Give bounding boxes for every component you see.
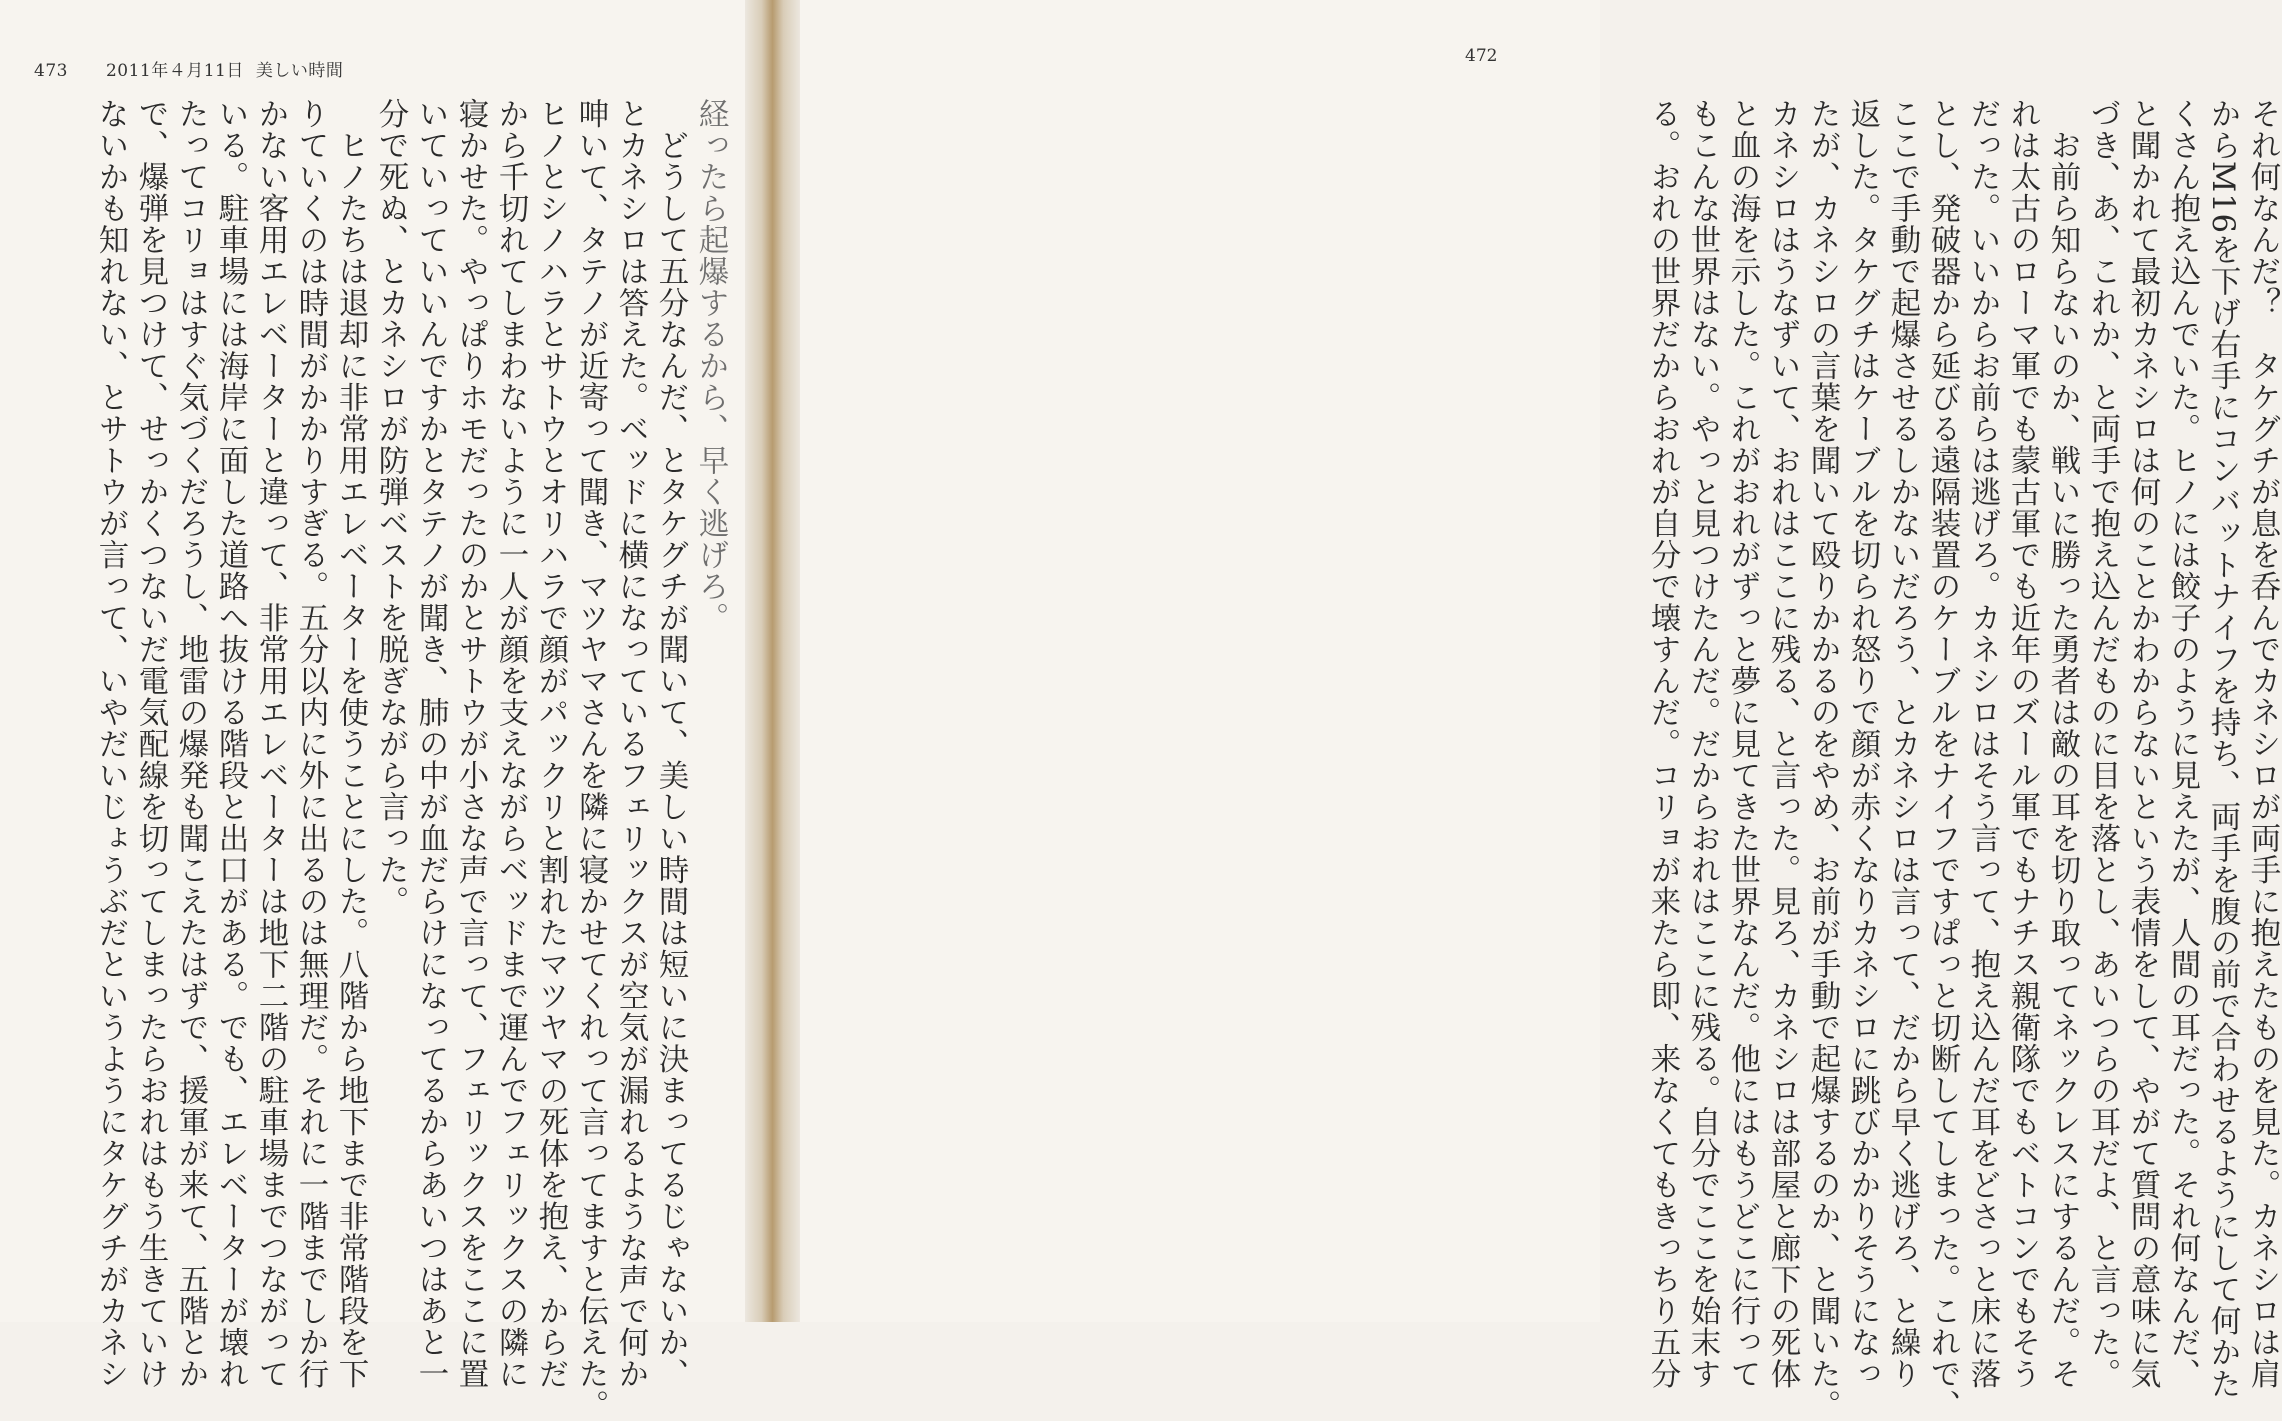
left-page-body [30,98,730,1421]
text-line: ここで手動で起爆させるしかないだろう、とカネシロは言って、だから早く逃げろ、と繰り [1885,98,1920,1390]
text-line: から千切れてしまわないように一人が顔を支えながらベッドまで運んでフェリックスの隣に [493,98,528,1390]
text-line: 経ったら起爆するから、早く逃げろ。 [693,98,728,634]
text-line: いていっていいんですかとタテノが聞き、肺の中が血だらけになってるからあいつはあと一 [413,98,448,1390]
text-line: ヒノたちは退却に非常用エレベーターを使うことにした。八階から地下まで非常階段を下 [333,98,368,1390]
text-line: ヒノとシノハラとサトウとオリハラで顔がパックリと割れたマツヤマの死体を抱え、からだ [533,98,568,1390]
left-page-number: 473 [34,61,68,81]
text-line: と血の海を示した。これがおれがずっと夢に見てきた世界なんだ。他にはもうどこに行って [1725,98,1760,1390]
running-head [34,56,343,81]
text-line: とし、発破器から延びる遠隔装置のケーブルをナイフですぱっと切断してしまった。これで、 [1925,98,1960,1421]
chapter-date: 2011年４月11日 [105,61,244,81]
chapter-title: 美しい時間 [255,61,344,81]
book-gutter [745,0,800,1322]
text-line: たってコリョはすぐ気づくだろうし、地雷の爆発も聞こえたはずで、援軍が来て、五階とか [173,98,208,1390]
text-line: もこんな世界はない。やっと見つけたんだ。だからおれはここに残る。自分でここを始末す [1685,98,1720,1390]
right-page-body [1620,98,2282,1421]
text-line: れは太古のローマ軍でも蒙古軍でも近年のズール軍でもナチス親衛隊でもベトコンでもそう [2005,98,2040,1390]
right-page-number: 472 [1465,46,1498,66]
text-line: たが、カネシロの言葉を聞いて殴りかかるのをやめ、お前が手動で起爆するのか、と聞いた。 [1805,98,1840,1421]
text-line: どうして五分なんだ、とタケグチが聞いて、美しい時間は短いに決まってるじゃないか、 [653,98,688,1390]
text-line: からM16を下げ右手にコンバットナイフを持ち、両手を腹の前で合わせるようにして何かた [2205,98,2240,1400]
text-line: それ何なんだ？ タケグチが息を呑んでカネシロが両手に抱えたものを見た。カネシロは肩 [2245,98,2280,1390]
text-line: る。おれの世界だからおれが自分で壊すんだ。コリョが来たら即、来なくてもきっちり五分 [1645,98,1680,1390]
left-page [0,0,745,1421]
text-line: とカネシロは答えた。ベッドに横になっているフェリックスが空気が漏れるような声で何か [613,98,648,1390]
text-line: と聞かれて最初カネシロは何のことかわからないという表情をして、やがて質問の意味に気 [2125,98,2160,1390]
text-line: お前ら知らないのか、戦いに勝った勇者は敵の耳を切り取ってネックレスにするんだ。そ [2045,98,2080,1390]
text-line: で、爆弾を見つけて、せっかくつないだ電気配線を切ってしまったらおれはもう生きていけ [133,98,168,1390]
text-line: ないかも知れない、とサトウが言って、いやだいじょうぶだというようにタケグチがカネシ [93,98,128,1390]
text-line: いる。駐車場には海岸に面した道路へ抜ける階段と出口がある。でも、エレベーターが壊れ [213,98,248,1390]
right-page [800,0,2280,1421]
text-line: 分で死ぬ、とカネシロが防弾ベストを脱ぎながら言った。 [373,98,408,917]
text-line: りていくのは時間がかかりすぎる。五分以内に外に出るのは無理だ。それに一階までしか行 [293,98,328,1390]
text-line: くさん抱え込んでいた。ヒノには餃子のように見えたが、人間の耳だった。それ何なんだ、 [2165,98,2200,1390]
text-line: だった。いいからお前らは逃げろ。カネシロはそう言って、抱え込んだ耳をどさっと床に落 [1965,98,2000,1390]
text-line: 寝かせた。やっぱりホモだったのかとサトウが小さな声で言って、フェリックスをここに置 [453,98,488,1390]
text-line: かない客用エレベーターと違って、非常用エレベーターは地下二階の駐車場までつながって [253,98,288,1390]
text-line: 返した。タケグチはケーブルを切られ怒りで顔が赤くなりカネシロに跳びかかりそうになっ [1845,98,1880,1390]
text-line: カネシロはうなずいて、おれはここに残る、と言った。見ろ、カネシロは部屋と廊下の死体 [1765,98,1800,1390]
text-line: 呻いて、タテノが近寄って聞き、マツヤマさんを隣に寝かせてくれって言ってますと伝えた。 [573,98,608,1421]
text-line: づき、あ、これか、と両手で抱え込んだものに目を落とし、あいつらの耳だよ、と言った。 [2085,98,2120,1390]
